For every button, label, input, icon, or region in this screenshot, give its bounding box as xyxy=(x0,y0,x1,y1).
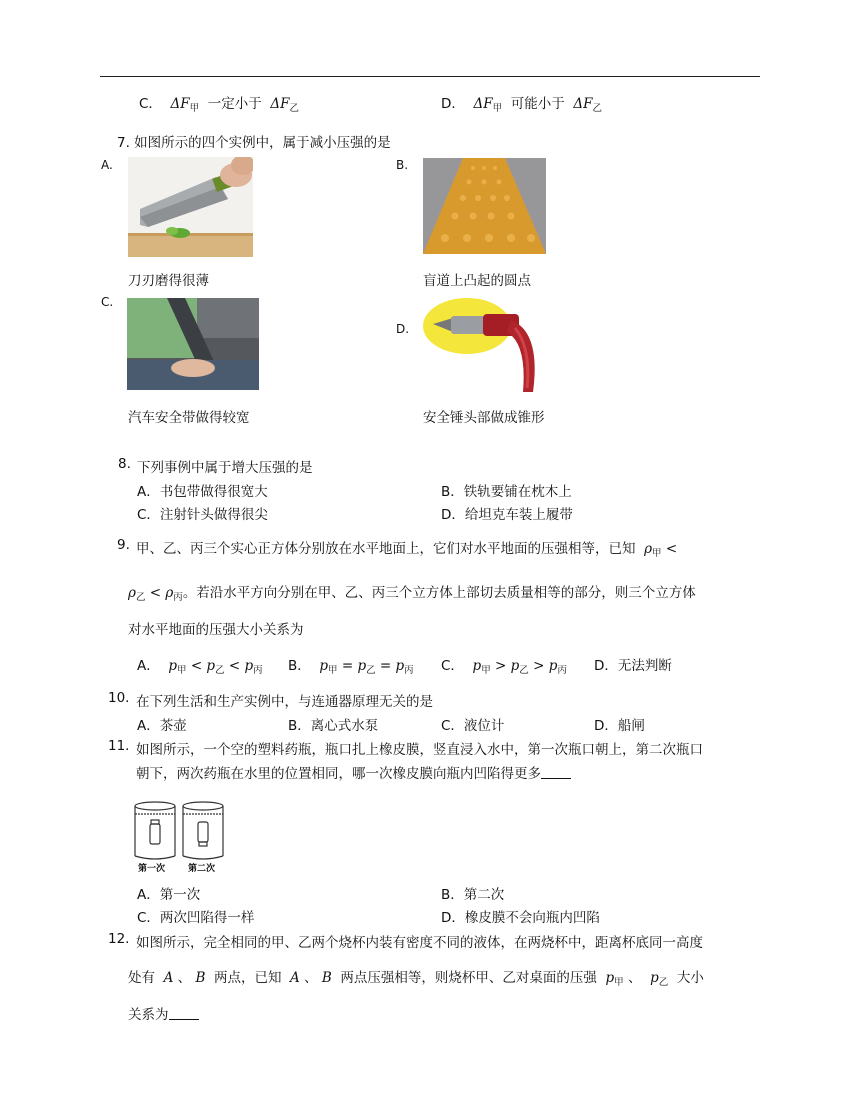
knife-image xyxy=(128,157,253,257)
fig-label-first: 第一次 xyxy=(138,864,166,874)
q7-label-d: D. xyxy=(396,322,410,336)
q10-option-d: D．船闸 xyxy=(594,718,645,734)
q6-option-d: D． $\Delta F_甲$ 可能小于 $\Delta F_乙$ xyxy=(441,96,602,114)
q8-option-b: B．铁轨要铺在枕木上 xyxy=(441,484,572,500)
q9-option-c: C． $p_甲 > p_乙 > p_丙$ xyxy=(441,658,567,676)
q8-number: 8. xyxy=(118,456,131,472)
q7-caption-a: 刀刃磨得很薄 xyxy=(128,273,209,289)
q11-number: 11. xyxy=(108,738,130,754)
q9-number: 9. xyxy=(117,537,130,553)
q11-line1: 如图所示，一个空的塑料药瓶，瓶口扎上橡皮膜，竖直浸入水中，第一次瓶口朝上，第二次瓶口 xyxy=(136,742,703,758)
q12-number: 12. xyxy=(108,931,130,947)
answer-blank xyxy=(169,1007,199,1020)
q9-option-a: A． $p_甲 < p_乙 < p_丙$ xyxy=(137,658,263,676)
q11-option-d: D．橡皮膜不会向瓶内凹陷 xyxy=(441,910,600,926)
q9-line1: 甲、乙、丙三个实心正方体分别放在水平地面上，它们对水平地面的压强相等，已知 $\rho_甲$ < xyxy=(136,541,678,559)
q11-option-c: C．两次凹陷得一样 xyxy=(137,910,255,926)
q12-line1: 如图所示，完全相同的甲、乙两个烧杯内装有密度不同的液体，在两烧杯中，距离杯底同一高度 xyxy=(136,935,703,951)
q8-option-c: C．注射针头做得很尖 xyxy=(137,507,268,523)
q12-line2: 处有 A 、 B 两点，已知 A 、 B 两点压强相等，则烧杯甲、乙对桌面的压强 $p_甲$ 、 $p_乙$ 大小 xyxy=(128,970,704,988)
fig-label-second: 第二次 xyxy=(188,864,216,874)
q6-option-c: C． $\Delta F_甲$ 一定小于 $\Delta F_乙$ xyxy=(139,96,299,114)
q7-caption-d: 安全锤头部做成锥形 xyxy=(423,410,545,426)
q11-option-a: A．第一次 xyxy=(137,887,201,903)
q7-caption-b: 盲道上凸起的圆点 xyxy=(423,273,531,289)
q7-stem: 7. 如图所示的四个实例中，属于减小压强的是 xyxy=(117,135,391,151)
q10-number: 10. xyxy=(108,690,130,706)
q9-option-d: D．无法判断 xyxy=(594,658,672,674)
q8-option-d: D．给坦克车装上履带 xyxy=(441,507,573,523)
q9-line2: $\rho_乙 < \rho_丙$。若沿水平方向分别在甲、乙、丙三个立方体上部切去质量相等的部分，则三个立方体 xyxy=(128,585,696,603)
q12-line3: 关系为 xyxy=(128,1003,199,1023)
seatbelt-image xyxy=(127,298,259,390)
q7-label-c: C. xyxy=(101,295,114,309)
tactile-paving-image xyxy=(423,158,546,254)
q8-option-a: A．书包带做得很宽大 xyxy=(137,484,268,500)
q9-line3: 对水平地面的压强大小关系为 xyxy=(128,622,304,638)
answer-blank xyxy=(541,766,571,779)
q9-option-b: B． $p_甲 = p_乙 = p_丙$ xyxy=(288,658,414,676)
bottle-figure xyxy=(132,800,226,874)
header-rule xyxy=(100,76,760,77)
q10-option-b: B．离心式水泵 xyxy=(288,718,379,734)
q11-line2: 朝下，两次药瓶在水里的位置相同，哪一次橡皮膜向瓶内凹陷得更多 xyxy=(136,762,571,782)
q10-option-c: C．液位计 xyxy=(441,718,505,734)
q11-option-b: B．第二次 xyxy=(441,887,505,903)
q10-stem: 在下列生活和生产实例中，与连通器原理无关的是 xyxy=(136,694,433,710)
q8-stem: 下列事例中属于增大压强的是 xyxy=(137,460,313,476)
q7-label-a: A. xyxy=(101,158,113,172)
q7-caption-c: 汽车安全带做得较宽 xyxy=(128,410,250,426)
safety-hammer-image xyxy=(423,292,547,396)
q7-label-b: B. xyxy=(396,158,409,172)
q10-option-a: A．茶壶 xyxy=(137,718,187,734)
